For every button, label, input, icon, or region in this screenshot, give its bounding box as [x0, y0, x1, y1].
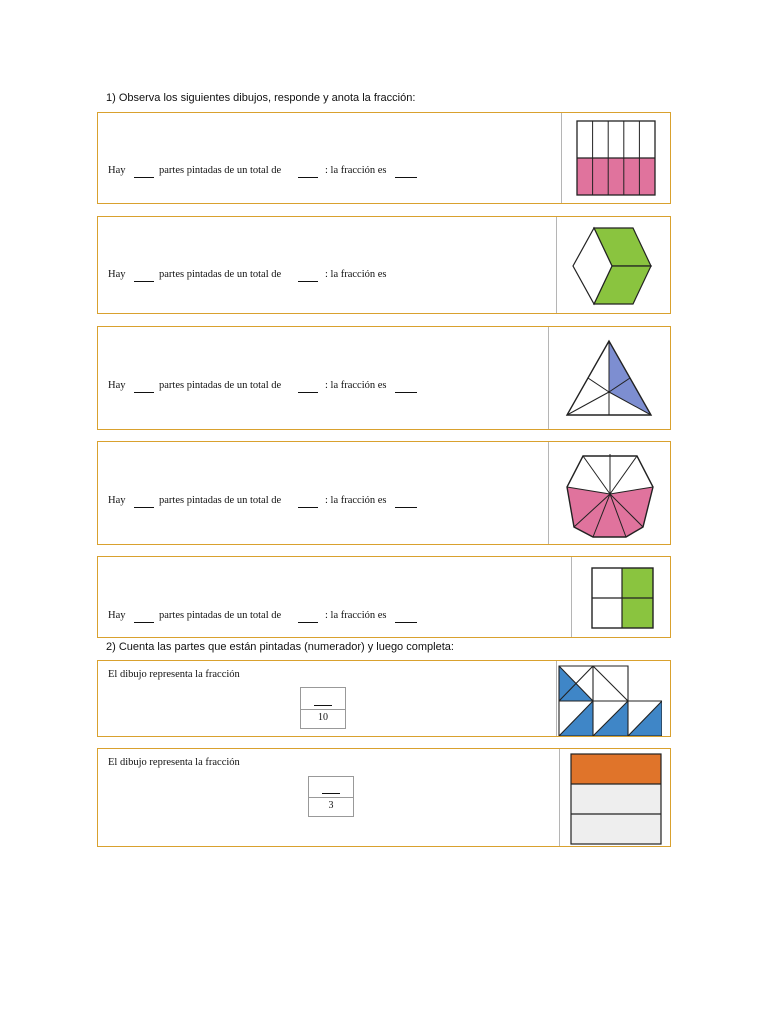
middle-text: partes pintadas de un total de — [159, 165, 282, 176]
blank-fraction[interactable] — [395, 507, 417, 508]
fraction-prompt: El dibujo representa la fracción — [108, 669, 240, 680]
blank-painted-parts[interactable] — [134, 177, 154, 178]
fraction-row-2 — [97, 748, 671, 847]
end-text: : la fracción es — [325, 269, 387, 280]
middle-text: partes pintadas de un total de — [159, 610, 282, 621]
rectangle-fraction-figure — [576, 120, 656, 196]
middle-text: partes pintadas de un total de — [159, 380, 282, 391]
end-text: : la fracción es — [325, 495, 387, 506]
blank-fraction[interactable] — [395, 392, 417, 393]
numerator-blank[interactable] — [301, 688, 345, 710]
blank-total-parts[interactable] — [298, 622, 318, 623]
exercise-row-4 — [97, 441, 671, 545]
figure-panel — [548, 442, 670, 544]
hay-text: Hay — [108, 610, 126, 621]
blank-total-parts[interactable] — [298, 507, 318, 508]
blank-painted-parts[interactable] — [134, 507, 154, 508]
section1-heading: 1) Observa los siguientes dibujos, responde y anota la fracción: — [106, 92, 416, 104]
exercise-row-2 — [97, 216, 671, 314]
triangle-fraction-figure — [563, 337, 655, 419]
blank-painted-parts[interactable] — [134, 622, 154, 623]
fraction-box — [300, 687, 346, 729]
fraction-prompt: El dibujo representa la fracción — [108, 757, 240, 768]
blank-total-parts[interactable] — [298, 177, 318, 178]
figure-panel — [556, 661, 670, 736]
figure-panel — [548, 327, 670, 429]
blank-fraction[interactable] — [395, 177, 417, 178]
blank-painted-parts[interactable] — [134, 281, 154, 282]
end-text: : la fracción es — [325, 165, 387, 176]
exercise-row-1 — [97, 112, 671, 204]
hay-text: Hay — [108, 495, 126, 506]
blank-painted-parts[interactable] — [134, 392, 154, 393]
hay-text: Hay — [108, 269, 126, 280]
blank-total-parts[interactable] — [298, 281, 318, 282]
hexagon-cube-figure — [569, 225, 655, 307]
end-text: : la fracción es — [325, 610, 387, 621]
blank-total-parts[interactable] — [298, 392, 318, 393]
numerator-blank[interactable] — [309, 777, 353, 798]
middle-text: partes pintadas de un total de — [159, 495, 282, 506]
figure-panel — [559, 749, 670, 846]
blank-fraction[interactable] — [395, 622, 417, 623]
pentagon-fraction-figure — [563, 450, 657, 540]
rectangle-thirds-figure — [570, 753, 662, 845]
figure-panel — [561, 113, 670, 203]
exercise-row-3 — [97, 326, 671, 430]
denominator: 3 — [328, 800, 334, 811]
section2-heading: 2) Cuenta las partes que están pintadas (numerador) y luego completa: — [106, 641, 454, 653]
fraction-row-1 — [97, 660, 671, 737]
hay-text: Hay — [108, 380, 126, 391]
triangles-grid-figure — [557, 664, 662, 736]
fraction-box — [308, 776, 354, 817]
end-text: : la fracción es — [325, 380, 387, 391]
denominator: 10 — [318, 712, 328, 723]
exercise-row-5 — [97, 556, 671, 638]
figure-panel — [556, 217, 670, 313]
square-fraction-figure — [591, 567, 655, 629]
figure-panel — [571, 557, 670, 637]
hay-text: Hay — [108, 165, 126, 176]
middle-text: partes pintadas de un total de — [159, 269, 282, 280]
